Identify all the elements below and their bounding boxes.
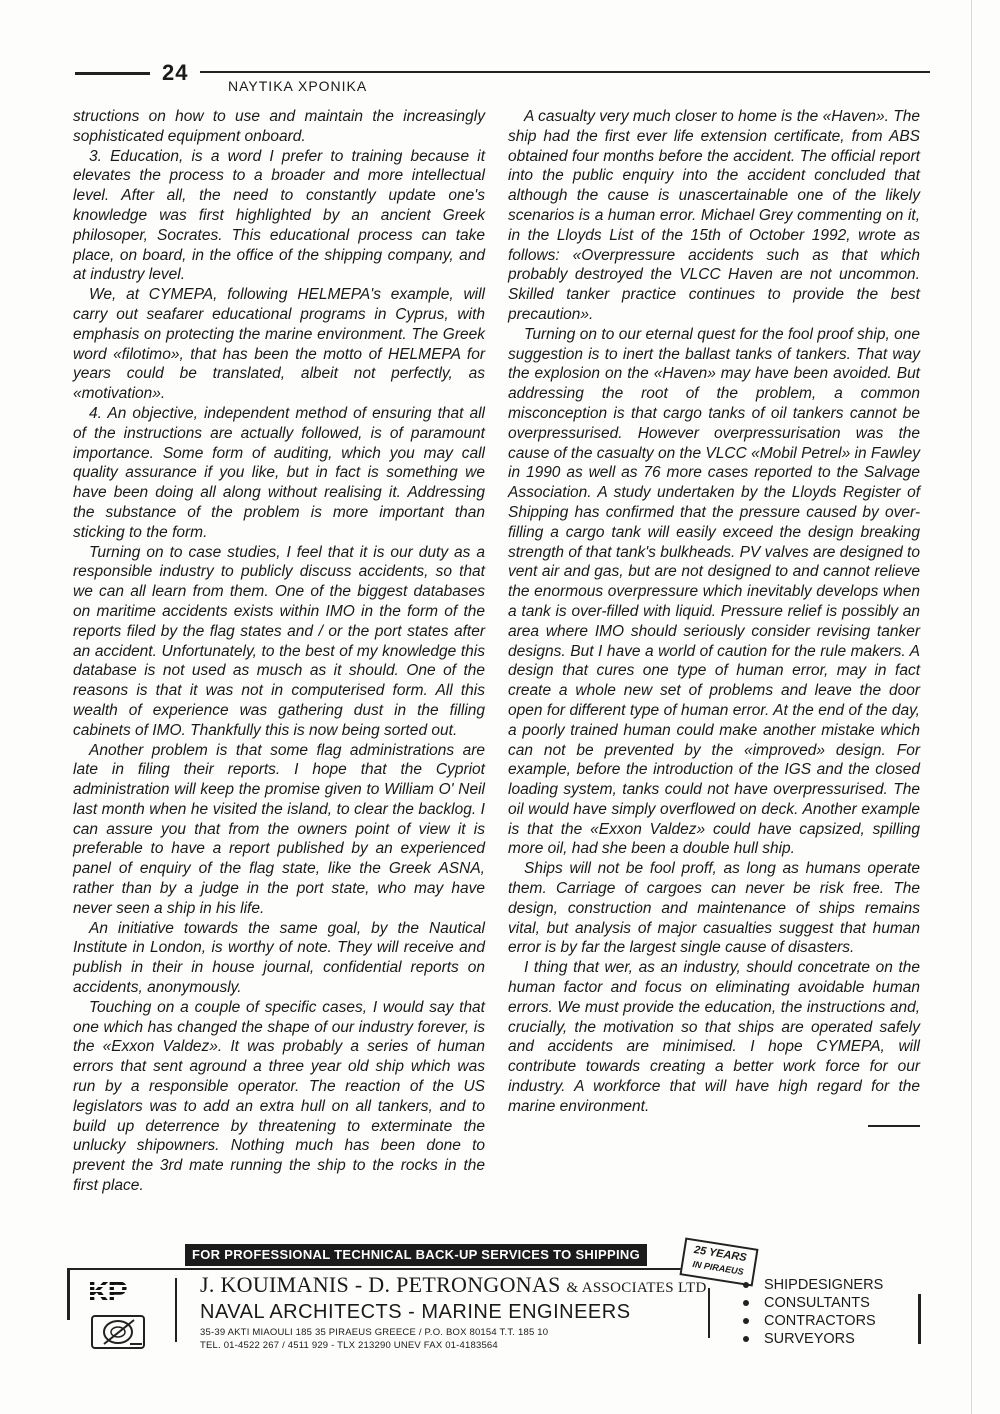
paragraph: structions on how to use and maintain the increasingly sophisticated equipment onboard. xyxy=(73,108,485,145)
paragraph: A casualty very much closer to home is the «Haven». The ship had the first ever life extension certificate, from ABS obtained four months before the accident. The official report into the public enquiry into the accident concluded that although the cause is unascertainable one of the likely scenarios is a human error. Michael Grey commenting on it, in the Lloyds List of the 15th of October 1992, wrote as follows: «Overpressure accidents such as that which probably destroyed the VLCC Haven are not uncommon. Skilled tanker practice continues to provide the best precaution». xyxy=(508,108,920,323)
paragraph: 3. Education, is a word I prefer to training because it elevates the process to a broader and more intellectual level. After all, the need to constantly update one's knowledge was first highlighted by an ancient Greek philosoper, Socrates. This educational process can take place, on board, in the office of the shipping company, and at industry level. xyxy=(73,147,485,284)
paragraph: Ships will not be fool proff, as long as humans operate them. Carriage of cargoes can never be risk free. The design, construction and maintenance of ships remains vital, but analysis of major casualties suggest that human error is by far the largest single cause of disasters. xyxy=(508,860,920,957)
ad-divider xyxy=(708,1288,710,1338)
badge-location: IN PIRAEUS xyxy=(691,1258,745,1277)
logo-separator xyxy=(175,1278,177,1342)
paragraph: Turning on to case studies, I feel that it is our duty as a responsible industry to publicly discuss accidents, so that we can all learn from them. One of the biggest databases on maritime accidents exists within IMO in the form of the reports filed by the flag states and / or the port states after an accident. Unfortunately, to the best of my knowledge this database is not used as musch as it should. One of the reasons is that it was not in computerised form. All this wealth of experience was gathering dust in the filling cabinets of IMO. Thankfully this is now being sorted out. xyxy=(73,543,485,739)
paragraph: We, at CYMEPA, following HELMEPA's example, will carry out seafarer educational programs in Cyprus, with emphasis on protecting the marine environment. The Greek word «filotimo», that has been the motto of HELMEPA for years could be translated, albeit not perfectly, as «motivation». xyxy=(73,286,485,403)
paragraph: Turning on to our eternal quest for the fool proof ship, one suggestion is to inert the ballast tanks of tankers. That way the explosion on the «Haven» may have been avoided. But addressing the root of the problem, a common misconception is that cargo tanks of oil tankers cannot be overpressurised. However overpressurisation was the cause of the casualty on the VLCC «Mobil Petrel» in Fawley in 1990 as well as 76 more cases reported to the Salvage Association. A study undertaken by the Lloyds Register of Shipping has confirmed that the pressure caused by over-filling a cargo tank will easily exceed the design breaking strength of that tank's bulkheads. PV valves are designed to vent air and gas, but are not designed to and cannot relieve the enormous overpressure which inevitably develops when a tank is over-filled with liquid. Pressure relief is possibly an area where IMO should seriously consider revising tanker designs. But I have a world of caution for the rule makers. A design that cures one type of human error, may in fact create a whole new set of problems and leave the door open for different type of human error. At the end of the day, a poorly trained human could make another mistake which can not be prevented by the «improved» design. For example, before the introduction of the IGS and the closed loading system, tanks could not have overpressurised. The oil would have simply overflowed on deck. Another example is that the «Exxon Valdez» could have capsized, spilling more oil, had she been a double hull ship. xyxy=(508,325,920,858)
badge-years: 25 YEARS xyxy=(693,1244,748,1265)
company-logo: KP xyxy=(88,1276,148,1310)
page-number: 24 xyxy=(162,60,189,85)
article-column-right xyxy=(508,107,920,1127)
ad-frame-right xyxy=(918,1294,921,1344)
paragraph: Another problem is that some flag administrations are late in filing their reports. I hope that the Cypriot administration will keep the promise given to William O' Neil last month when he visited the island, to clear the backlog. I can assure you that from the owners point of view it is preferable to have a report published by an experienced panel of enquiry of the flag state, like the Greek ASNA, rather than by a judge in the port state, who may have never seen a ship in his life. xyxy=(73,741,485,917)
header-rule-left xyxy=(75,72,150,75)
page-edge xyxy=(971,0,972,1414)
company-subtitle: NAVAL ARCHITECTS - MARINE ENGINEERS xyxy=(200,1301,631,1323)
article-column-left xyxy=(73,107,485,1196)
company-contact: TEL. 01-4522 267 / 4511 929 - TLX 213290 UNEV FAX 01-4183564 xyxy=(200,1340,498,1351)
ad-frame-top xyxy=(67,1268,685,1270)
company-address: 35-39 AKTI MIAOULI 185 35 PIRAEUS GREECE / P.O. BOX 80154 T.T. 185 10 xyxy=(200,1327,549,1338)
company-address-block xyxy=(200,1326,548,1352)
compass-emblem-icon xyxy=(90,1314,146,1350)
publication-title: ΝΑΥΤΙΚΑ ΧΡΟΝΙΚΑ xyxy=(228,78,368,94)
ad-frame-left xyxy=(67,1268,70,1320)
ad-banner: FOR PROFESSIONAL TECHNICAL BACK-UP SERVICES TO SHIPPING xyxy=(185,1244,647,1266)
service-item: SHIPDESIGNERS xyxy=(734,1276,883,1294)
service-item: CONSULTANTS xyxy=(734,1294,883,1312)
paragraph: Touching on a couple of specific cases, I would say that one which has changed the shape of our industry forever, is the «Exxon Valdez». It was probably a series of human errors that sent aground a three year old ship which was run by a responsible operator. The reaction of the US legislators was to add an extra hull on all tankers, and to build up deterrence by threatening to exterminate the unlucky shipowners. Nothing much has been done to prevent the 3rd mate running the ship to the rocks in the first place. xyxy=(73,998,485,1195)
paragraph: 4. An objective, independent method of ensuring that all of the instructions are actually followed, is of paramount importance. Some form of auditing, which you may call quality assurance if you like, but in fact is something we have been doing all along without realising it. Addressing the substance of the problem is more important than sticking to the form. xyxy=(73,404,485,541)
header-rule-right xyxy=(200,71,930,73)
paragraph: An initiative towards the same goal, by the Nautical Institute in London, is worthy of note. They will receive and publish in their in house journal, confidential reports on accidents, anonymously. xyxy=(73,919,485,997)
article-end-rule xyxy=(868,1125,920,1127)
services-list xyxy=(734,1276,883,1348)
company-name xyxy=(200,1272,707,1301)
service-item: SURVEYORS xyxy=(734,1330,883,1348)
service-item: CONTRACTORS xyxy=(734,1312,883,1330)
company-suffix: & ASSOCIATES LTD xyxy=(566,1280,707,1296)
company-main-name: J. KOUIMANIS - D. PETRONGONAS xyxy=(200,1272,561,1297)
paragraph: I thing that wer, as an industry, should concetrate on the human factor and focus on eliminating avoidable human errors. We must provide the education, the instructions and, crucially, the motivation so that ships are operated safely and accidents are minimised. I hope CYMEPA, will contribute towards creating a better work force for our industry. A workforce that will have high regard for the marine environment. xyxy=(508,959,920,1115)
